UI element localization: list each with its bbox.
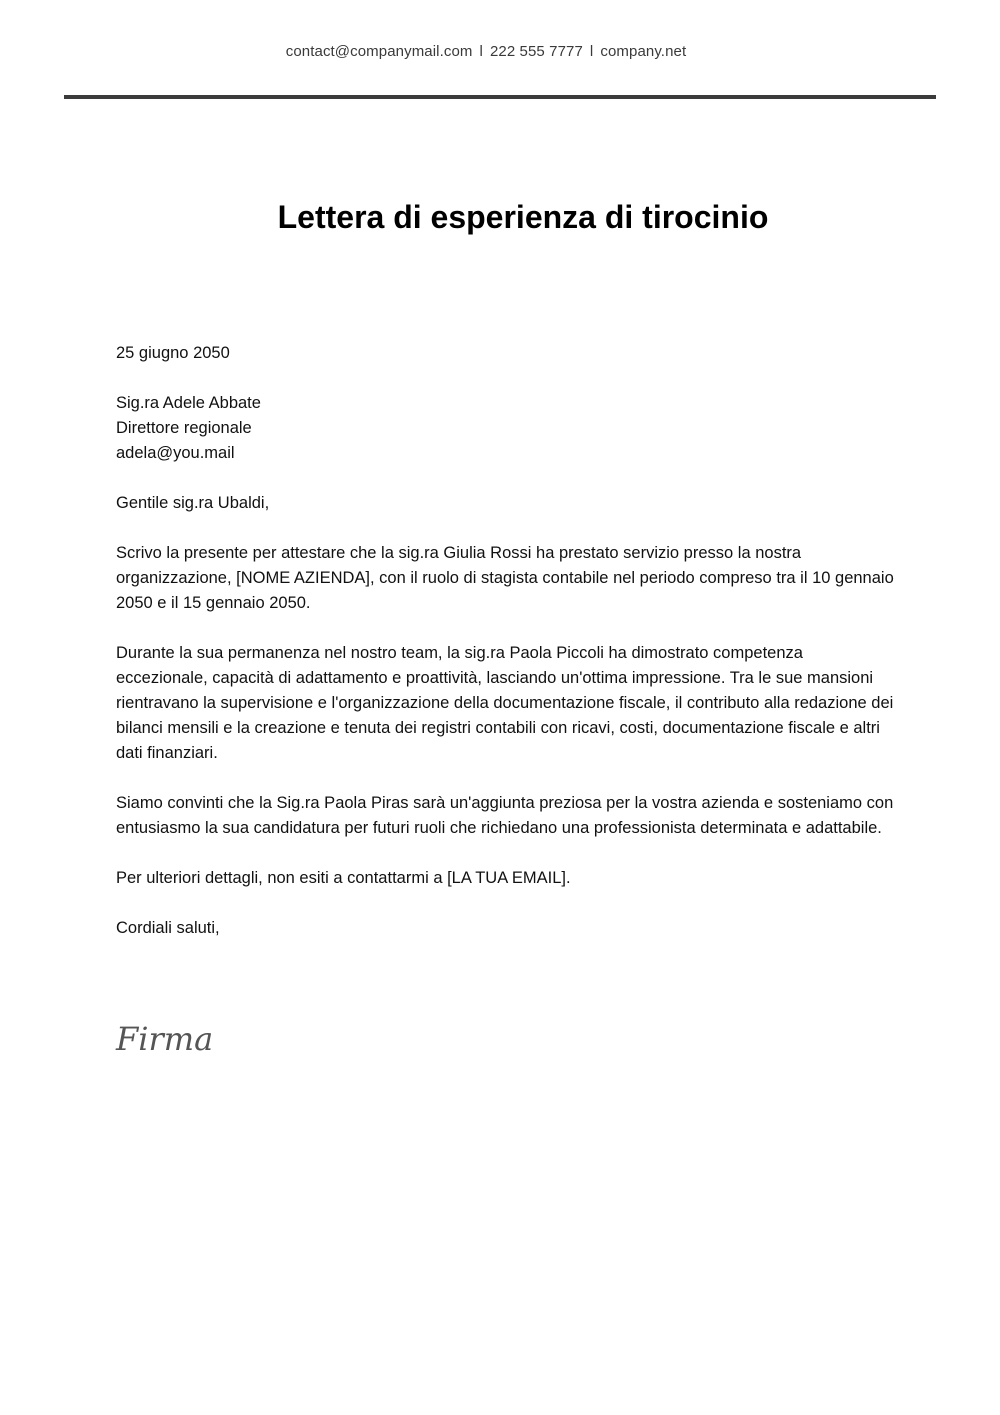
- header-contact-line: [0, 43, 972, 60]
- letter-paragraph: Siamo convinti che la Sig.ra Paola Piras sarà un'aggiunta preziosa per la vostra azienda e sosteniamo con entusiasmo la sua candidatura per futuri ruoli che richiedano una professionista determinata e adattabile.: [116, 794, 894, 837]
- header-separator: l: [479, 43, 483, 60]
- letter-body: [116, 341, 896, 966]
- letter-paragraph: Per ulteriori dettagli, non esiti a contattarmi a [LA TUA EMAIL].: [116, 869, 571, 887]
- recipient-name: Sig.ra Adele Abbate: [116, 394, 261, 412]
- document-title: Lettera di esperienza di tirocinio: [277, 199, 769, 235]
- letter-paragraph: Durante la sua permanenza nel nostro team, la sig.ra Paola Piccoli ha dimostrato competenza eccezionale, capacità di adattamento e proattività, lasciando un'ottima impressione. Tra le sue mansioni rientravano la supervisione e l'organizzazione della documentazione fiscale, il contributo alla redazione dei bilanci mensili e la creazione e tenuta dei registri contabili con ricavi, costi, documentazione fiscale e altri dati finanziari.: [116, 644, 894, 762]
- letter-salutation: Gentile sig.ra Ubaldi,: [116, 494, 270, 512]
- recipient-email: adela@you.mail: [116, 444, 235, 462]
- signature: Firma: [116, 1020, 214, 1058]
- letter-date: 25 giugno 2050: [116, 344, 230, 362]
- letter-closing: Cordiali saluti,: [116, 919, 220, 937]
- header-divider: [64, 95, 936, 99]
- header-email: contact@companymail.com: [285, 43, 473, 60]
- recipient-block: [116, 391, 896, 466]
- recipient-role: Direttore regionale: [116, 419, 252, 437]
- header-separator: l: [589, 43, 594, 60]
- letter-paragraph: Scrivo la presente per attestare che la sig.ra Giulia Rossi ha prestato servizio presso la nostra organizzazione, [NOME AZIENDA], con il ruolo di stagista contabile nel periodo compreso tra il 10 gennaio 2050 e il 15 gennaio 2050.: [116, 544, 894, 612]
- header-phone: 222 555 7777: [489, 43, 583, 60]
- header-website: company.net: [600, 43, 687, 60]
